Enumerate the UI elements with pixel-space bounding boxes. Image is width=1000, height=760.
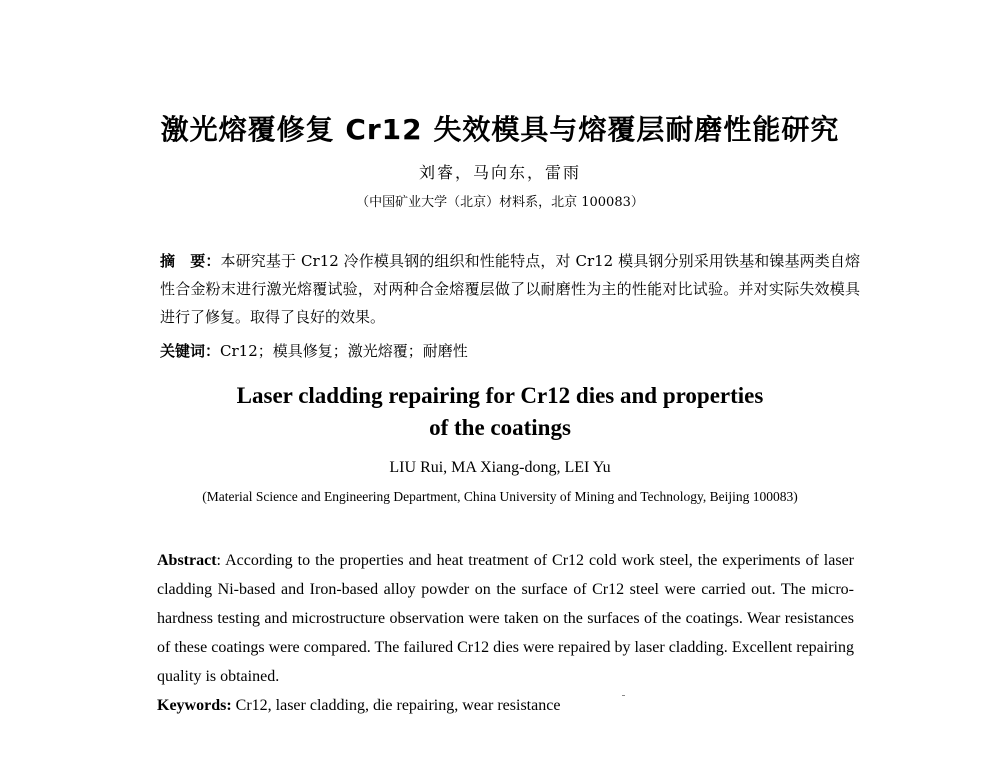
chinese-affiliation: （中国矿业大学（北京）材料系，北京 100083） [356, 195, 644, 210]
chinese-keywords-label: 关键词： [160, 342, 221, 360]
chinese-keywords [160, 338, 860, 364]
chinese-abstract-label: 摘 要： [160, 252, 221, 270]
english-keywords-text: Cr12, laser cladding, die repairing, wear resistance [231, 697, 561, 714]
chinese-keywords-text: Cr12；模具修复；激光熔覆；耐磨性 [220, 342, 468, 360]
english-title-line-2: of the coatings [429, 415, 571, 440]
english-authors: LIU Rui, MA Xiang-dong, LEI Yu [389, 459, 611, 476]
chinese-abstract [160, 247, 860, 331]
english-keywords-label: Keywords: [157, 697, 232, 714]
scan-speck [622, 695, 625, 696]
english-title-line-1: Laser cladding repairing for Cr12 dies and properties [236, 383, 764, 408]
english-abstract [157, 546, 854, 691]
english-abstract-label: Abstract [157, 552, 217, 569]
english-affiliation: (Material Science and Engineering Department, China University of Mining and Technology, Beijing 100083) [202, 489, 798, 504]
english-abstract-text: : According to the properties and heat treatment of Cr12 cold work steel, the experiments of laser cladding Ni-based and Iron-based alloy powder on the surface of Cr12 steel were carried out. The micro-hardness testing and microstructure observation were taken on the surfaces of the coatings. Wear resistances of these coatings were compared. The failured Cr12 dies were repaired by laser cladding. Excellent repairing quality is obtained. [157, 552, 854, 685]
chinese-title: 激光熔覆修复 Cr12 失效模具与熔覆层耐磨性能研究 [160, 113, 840, 146]
chinese-abstract-text: 本研究基于 Cr12 冷作模具钢的组织和性能特点，对 Cr12 模具钢分别采用铁基和镍基两类自熔性合金粉末进行激光熔覆试验，对两种合金熔覆层做了以耐磨性为主的性能对比试验。并对实际失效模具进行了修复。取得了良好的效果。 [160, 252, 860, 326]
english-title [0, 380, 1000, 444]
english-keywords [157, 693, 854, 719]
chinese-authors: 刘睿，马向东，雷雨 [418, 163, 581, 182]
